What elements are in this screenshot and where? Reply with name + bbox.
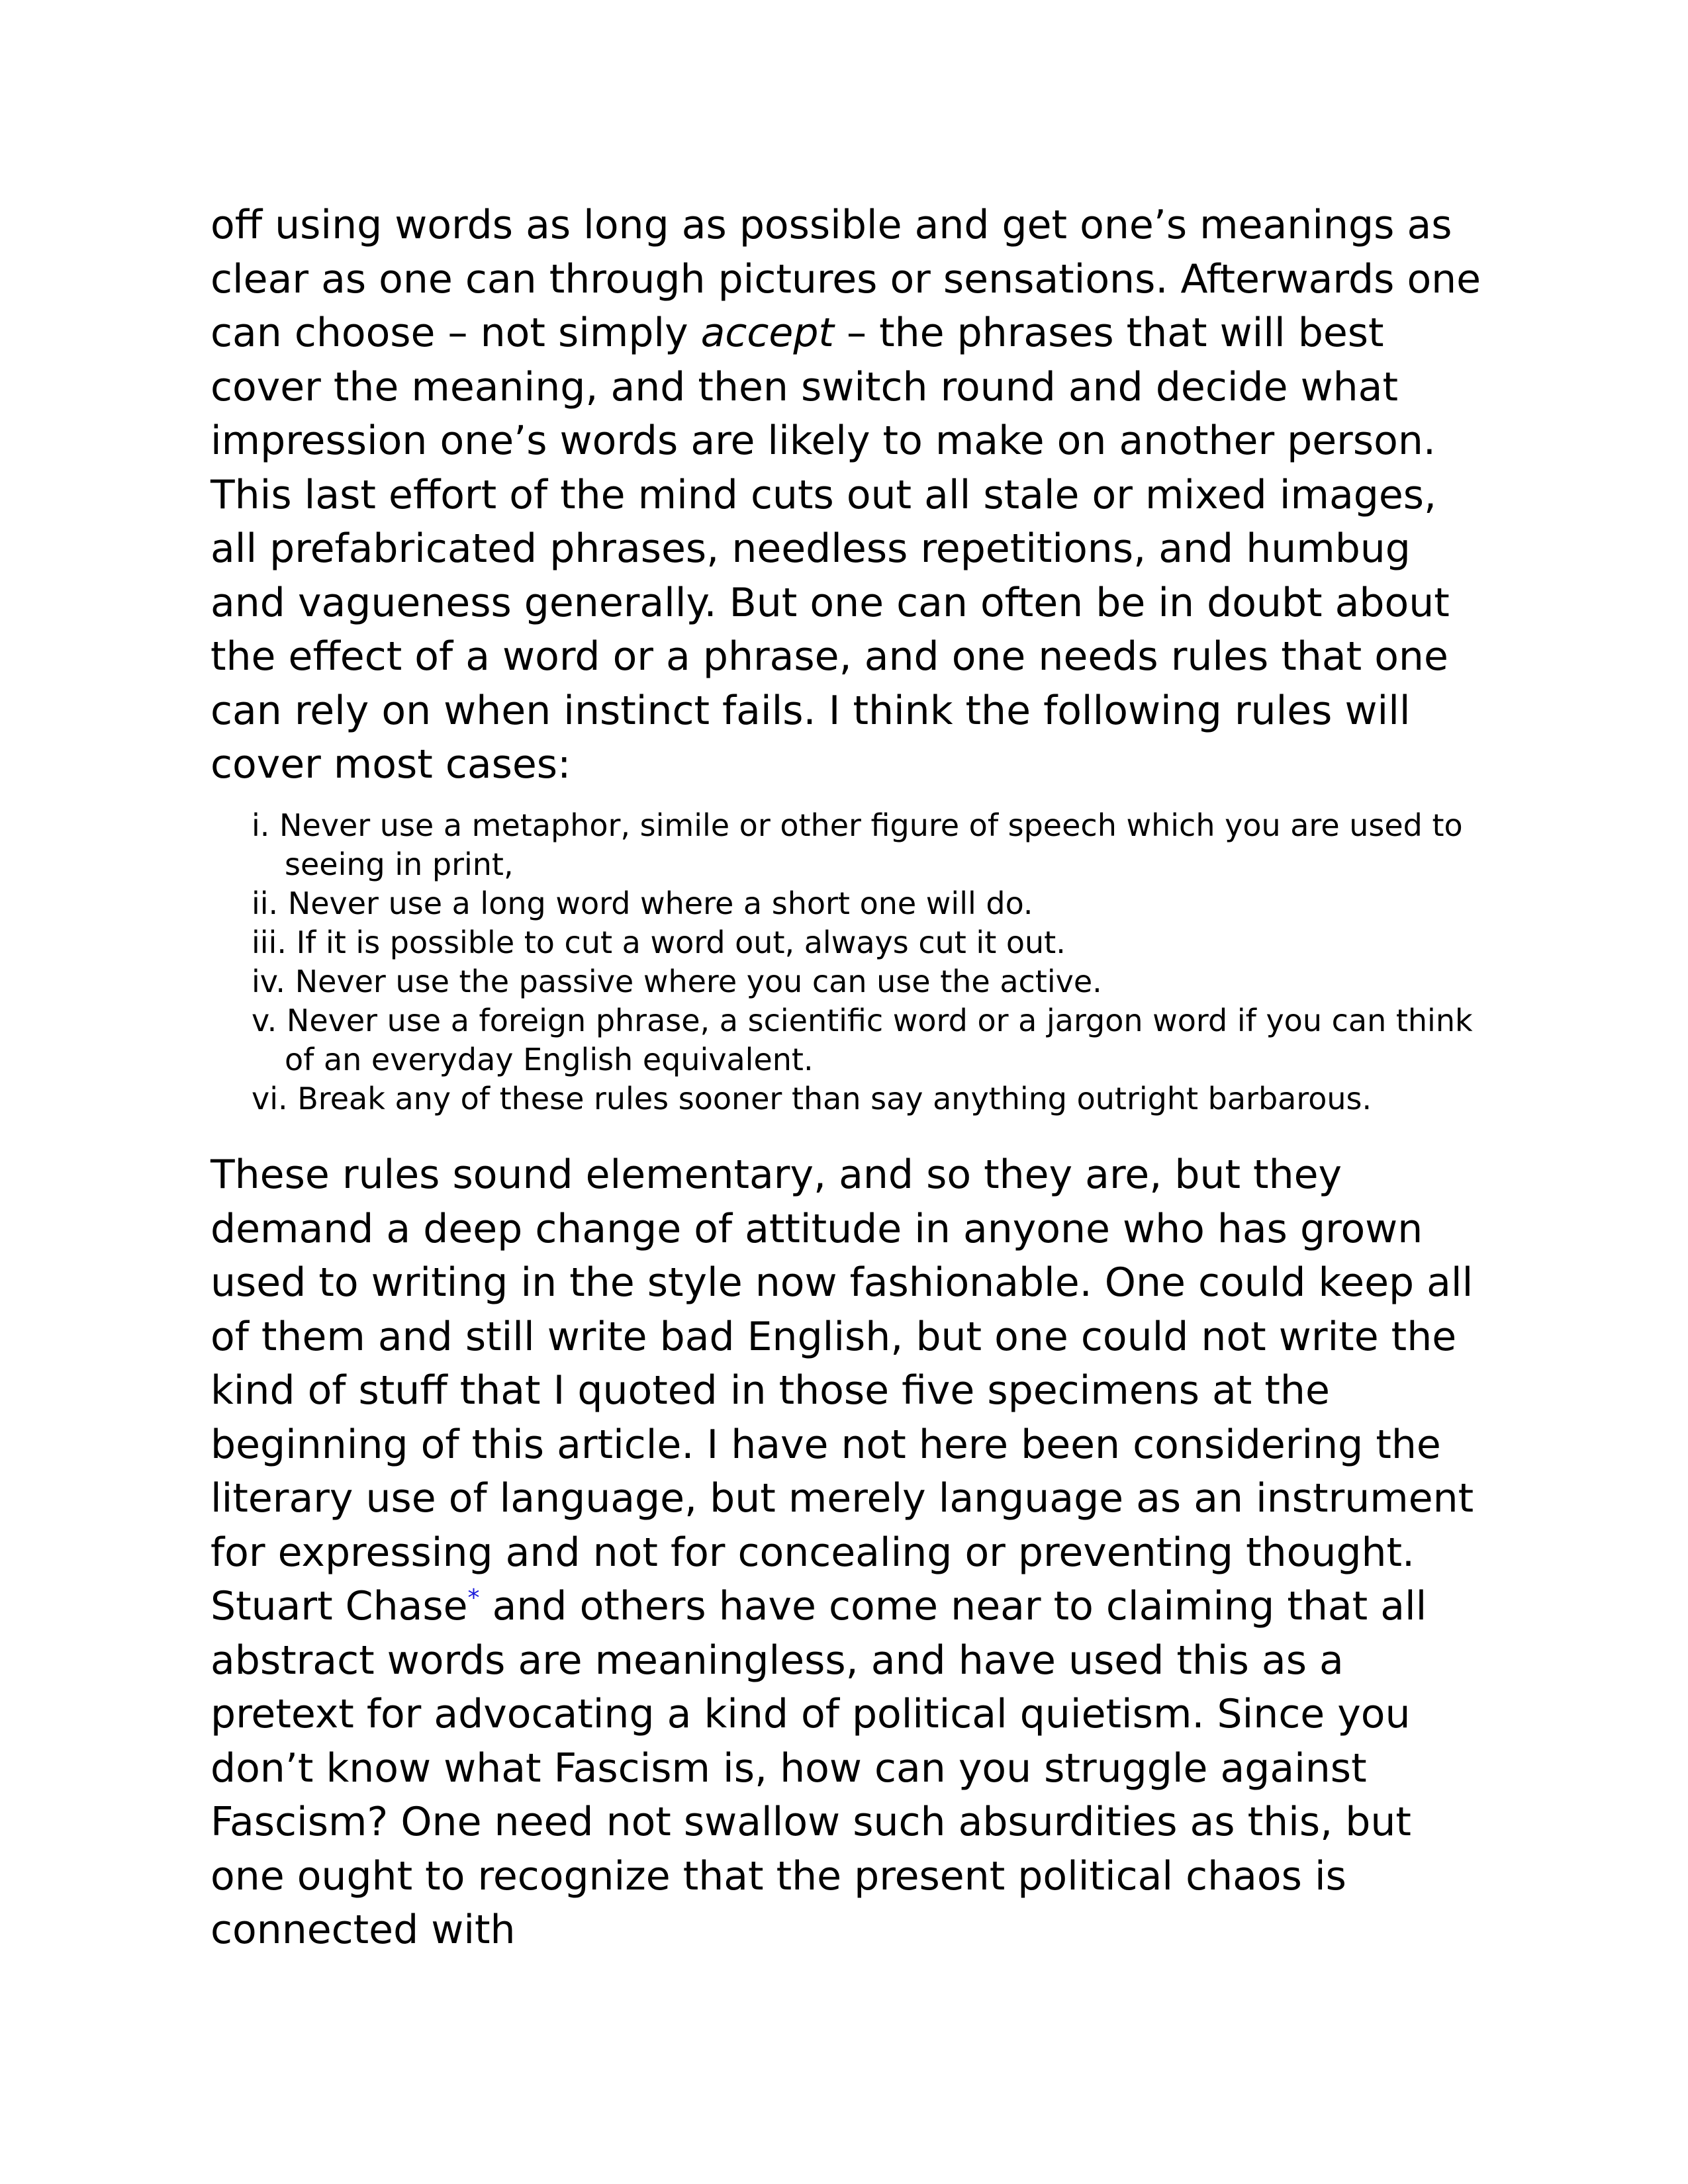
- rule-number: vi.: [252, 1081, 288, 1116]
- paragraph-1: [211, 199, 1495, 792]
- rule-text: Never use the passive where you can use the active.: [295, 964, 1102, 999]
- rule-number: ii.: [252, 886, 279, 921]
- rule-text: Never use a long word where a short one will do.: [287, 886, 1033, 921]
- paragraph-1-text-a: off using words as long as possible and get one’s meanings as clear as one can through pictures or sensations. Afterwards one can choose – not simply: [211, 202, 1481, 356]
- rule-number: iv.: [252, 964, 286, 999]
- rule-text: If it is possible to cut a word out, always cut it out.: [296, 925, 1066, 960]
- paragraph-2-text-a: These rules sound elementary, and so they are, but they demand a deep change of attitude in anyone who has grown used to writing in the style now fashionable. One could keep all of them and still write bad English, but one could not write the kind of stuff that I quoted in those five specimens at the beginning of this article. I have not here been considering the literary use of language, but merely language as an instrument for expressing and not for concealing or preventing thought. Stuart Chase: [211, 1152, 1474, 1629]
- rule-item: [252, 923, 1476, 962]
- rule-item: [252, 1079, 1476, 1118]
- rules-list: [252, 806, 1476, 1118]
- rule-item: [252, 806, 1476, 884]
- rule-number: iii.: [252, 925, 287, 960]
- rule-item: [252, 1001, 1476, 1079]
- paragraph-1-text-b: – the phrases that will best cover the meaning, and then switch round and decide what impression one’s words are likely to make on another person. This last effort of the mind cuts out all stale or mixed images, all prefabricated phrases, needless repetitions, and humbug and vagueness generally. But one can often be in doubt about the effect of a word or a phrase, and one needs rules that one can rely on when instinct fails. I think the following rules will cover most cases:: [211, 310, 1450, 788]
- paragraph-2-text-b: and others have come near to claiming that all abstract words are meaningless, and have used this as a pretext for advocating a kind of political quietism. Since you don’t know what Fascism is, how can you struggle against Fascism? One need not swallow such absurdities as this, but one ought to recognize that the present political chaos is connected with: [211, 1583, 1427, 1953]
- rule-number: i.: [252, 807, 270, 843]
- rule-text: Never use a metaphor, simile or other figure of speech which you are used to seeing in print,: [279, 807, 1463, 882]
- rule-item: [252, 884, 1476, 923]
- rule-item: [252, 962, 1476, 1001]
- rule-text: Break any of these rules sooner than say anything outright barbarous.: [297, 1081, 1372, 1116]
- footnote-link[interactable]: *: [467, 1584, 480, 1612]
- rule-number: v.: [252, 1003, 277, 1038]
- paragraph-2: [211, 1148, 1495, 1958]
- rule-text: Never use a foreign phrase, a scientific word or a jargon word if you can think of an everyday English equivalent.: [285, 1003, 1473, 1077]
- paragraph-1-emphasis: accept: [700, 310, 834, 356]
